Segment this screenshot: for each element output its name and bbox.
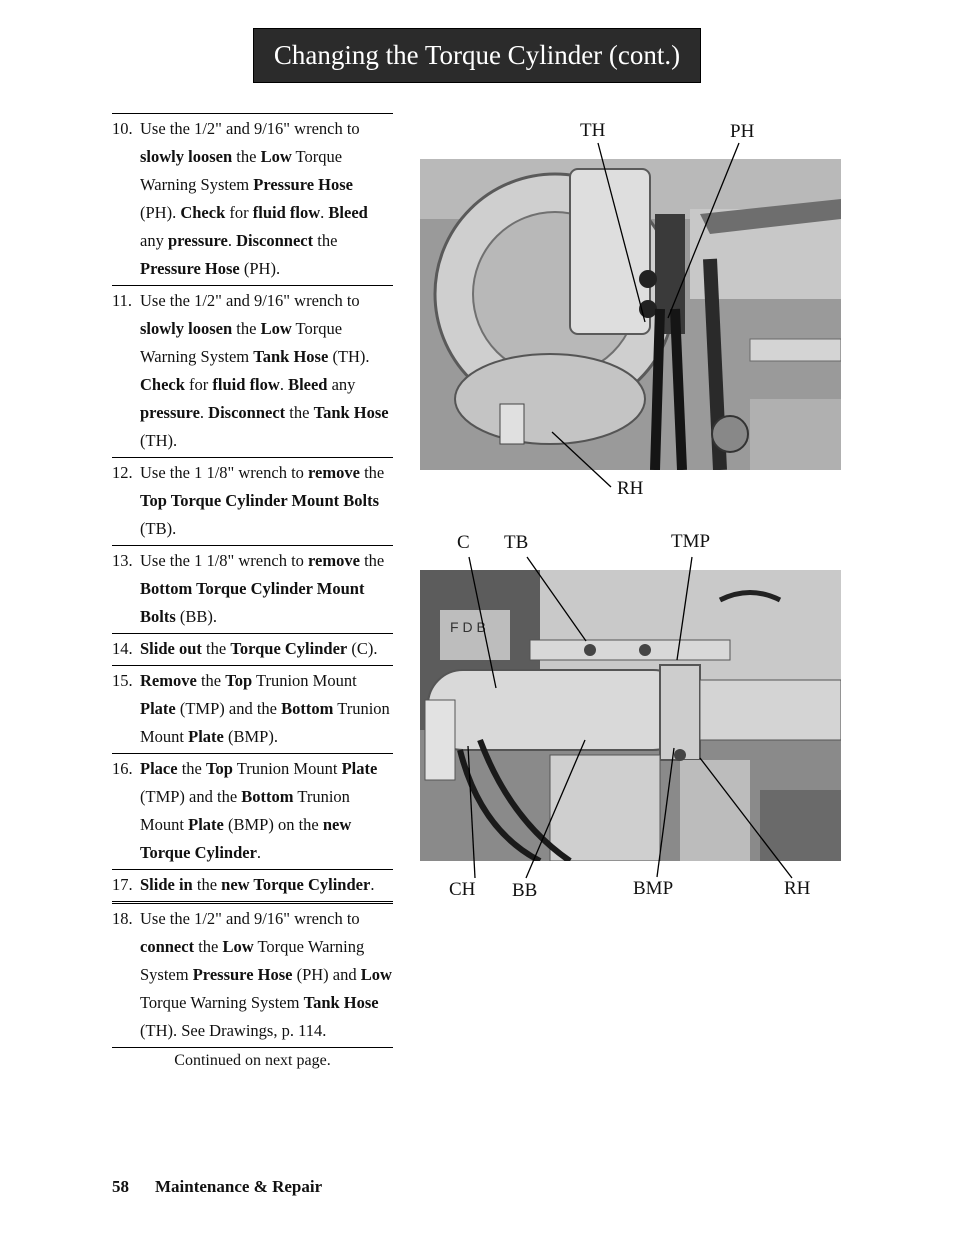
step-text: (C).: [347, 639, 378, 658]
label-rh-bottom: RH: [784, 878, 811, 899]
step-text: Torque Warning System: [140, 319, 343, 366]
step-body: [140, 115, 393, 283]
page-footer: [112, 1177, 322, 1197]
emphasis-text: connect: [140, 937, 195, 956]
label-ch: CH: [449, 879, 476, 900]
step-text: (TH). See Drawings, p. 114.: [140, 1021, 327, 1040]
emphasis-text: Top: [205, 759, 233, 778]
step-text: the: [177, 759, 206, 778]
step-17: [112, 869, 393, 901]
emphasis-text: Bottom: [241, 787, 294, 806]
emphasis-text: Tank Hose: [313, 403, 389, 422]
emphasis-text: Top Torque Cylinder Mount Bolts: [140, 491, 380, 510]
step-18: [112, 901, 393, 1047]
step-text: (PH).: [140, 203, 181, 222]
emphasis-text: Plate: [188, 815, 224, 834]
emphasis-text: fluid flow: [212, 375, 280, 394]
step-number: 16.: [112, 759, 133, 778]
step-body: [140, 287, 393, 455]
emphasis-text: Low: [360, 965, 392, 984]
emphasis-text: Low: [260, 147, 292, 166]
emphasis-text: Check: [140, 375, 185, 394]
emphasis-text: Pressure Hose: [253, 175, 353, 194]
emphasis-text: Bottom: [281, 699, 334, 718]
emphasis-text: Bleed: [328, 203, 368, 222]
step-text: .: [199, 403, 209, 422]
photo-torque-cylinder-hoses: [420, 159, 841, 470]
emphasis-text: slowly loosen: [140, 319, 233, 338]
step-text: (BB).: [175, 607, 218, 626]
step-text: the: [194, 937, 223, 956]
step-14: [112, 633, 393, 665]
label-th: TH: [580, 120, 606, 141]
step-text: Torque Warning System: [140, 993, 304, 1012]
emphasis-text: Remove: [140, 671, 197, 690]
step-text: Use the 1/2" and 9/16" wrench to: [140, 909, 360, 928]
step-text: Use the 1 1/8" wrench to: [140, 463, 309, 482]
emphasis-text: Top: [225, 671, 253, 690]
step-body: [140, 547, 393, 631]
continued-note: Continued on next page.: [174, 1052, 331, 1069]
step-text: the: [359, 463, 385, 482]
label-c: C: [457, 532, 470, 553]
step-text: the: [196, 671, 226, 690]
emphasis-text: remove: [308, 551, 360, 570]
emphasis-text: Plate: [188, 727, 224, 746]
step-13: [112, 545, 393, 633]
emphasis-text: Bleed: [288, 375, 328, 394]
label-tb: TB: [504, 532, 529, 553]
emphasis-text: Place: [140, 759, 178, 778]
step-text: Trunion Mount: [140, 699, 390, 746]
emphasis-text: Pressure Hose: [140, 259, 240, 278]
photo-illustration: [420, 159, 841, 470]
step-text: .: [279, 375, 289, 394]
step-text: Use the 1/2" and 9/16" wrench to: [140, 291, 360, 310]
section-title: Maintenance & Repair: [155, 1177, 323, 1196]
emphasis-text: Check: [180, 203, 226, 222]
step-16: [112, 753, 393, 869]
step-text: any: [140, 231, 168, 250]
step-text: the: [192, 875, 222, 894]
photo-illustration: [420, 570, 841, 861]
step-text: (TH).: [328, 347, 370, 366]
step-number: 17.: [112, 875, 133, 894]
step-12: [112, 457, 393, 545]
emphasis-text: remove: [308, 463, 360, 482]
step-text: Torque Warning System: [140, 937, 365, 984]
step-text: the: [313, 231, 338, 250]
divider: [112, 1047, 393, 1048]
step-body: [140, 871, 393, 899]
step-text: .: [370, 875, 375, 894]
step-body: [140, 459, 393, 543]
step-number: 14.: [112, 639, 133, 658]
step-text: (TMP) and the: [175, 699, 282, 718]
step-text: Torque Warning System: [140, 147, 343, 194]
step-text: the: [285, 403, 314, 422]
step-text: Use the 1 1/8" wrench to: [140, 551, 309, 570]
emphasis-text: Bottom Torque Cylinder Mount Bolts: [140, 579, 365, 626]
label-bb: BB: [512, 880, 538, 901]
step-body: [140, 905, 393, 1045]
emphasis-text: Plate: [140, 699, 176, 718]
step-text: the: [232, 147, 261, 166]
emphasis-text: Tank Hose: [303, 993, 379, 1012]
step-number: 18.: [112, 909, 133, 928]
step-text: the: [201, 639, 231, 658]
step-text: .: [256, 843, 262, 862]
step-text: Use the 1/2" and 9/16" wrench to: [140, 119, 360, 138]
label-tmp: TMP: [671, 531, 711, 552]
emphasis-text: Disconnect: [208, 403, 286, 422]
emphasis-text: slowly loosen: [140, 147, 233, 166]
step-text: (TB).: [140, 519, 177, 538]
svg-text:F D B: F D B: [450, 619, 486, 635]
step-number: 12.: [112, 463, 133, 482]
emphasis-text: Slide in: [140, 875, 193, 894]
emphasis-text: Disconnect: [236, 231, 314, 250]
label-bmp: BMP: [633, 878, 674, 899]
emphasis-text: Torque Cylinder: [230, 639, 348, 658]
step-text: (TMP) and the: [140, 787, 242, 806]
page-title: Changing the Torque Cylinder (cont.): [253, 28, 701, 83]
step-text: (BMP).: [223, 727, 278, 746]
step-11: [112, 285, 393, 457]
emphasis-text: fluid flow: [252, 203, 321, 222]
emphasis-text: new Torque Cylinder: [140, 815, 352, 862]
step-number: 13.: [112, 551, 133, 570]
step-text: .: [320, 203, 329, 222]
step-text: .: [227, 231, 237, 250]
emphasis-text: Plate: [341, 759, 378, 778]
label-ph: PH: [730, 121, 755, 142]
step-text: Trunion Mount: [252, 671, 357, 690]
emphasis-text: Slide out: [140, 639, 202, 658]
step-text: for: [225, 203, 253, 222]
step-text: (PH) and: [292, 965, 361, 984]
emphasis-text: new Torque Cylinder: [221, 875, 371, 894]
step-text: (PH).: [239, 259, 281, 278]
step-text: Trunion Mount: [140, 787, 350, 834]
procedure-steps: [112, 113, 393, 1070]
step-text: (BMP) on the: [223, 815, 323, 834]
step-body: [140, 635, 393, 663]
label-rh-top: RH: [617, 478, 644, 499]
step-body: [140, 755, 393, 867]
step-number: 10.: [112, 119, 133, 138]
step-text: Trunion Mount: [232, 759, 342, 778]
step-15: [112, 665, 393, 753]
step-text: the: [359, 551, 385, 570]
step-10: [112, 113, 393, 285]
emphasis-text: Low: [260, 319, 292, 338]
emphasis-text: pressure: [167, 231, 228, 250]
step-number: 15.: [112, 671, 133, 690]
step-text: any: [327, 375, 356, 394]
step-text: the: [232, 319, 261, 338]
page-number: 58: [112, 1177, 129, 1196]
step-number: 11.: [112, 291, 133, 310]
step-text: (TH).: [140, 431, 178, 450]
step-body: [140, 667, 393, 751]
emphasis-text: pressure: [140, 403, 200, 422]
step-text: for: [184, 375, 213, 394]
emphasis-text: Low: [222, 937, 254, 956]
photo-torque-cylinder-mounts: [420, 570, 841, 861]
emphasis-text: Pressure Hose: [192, 965, 293, 984]
emphasis-text: Tank Hose: [253, 347, 329, 366]
